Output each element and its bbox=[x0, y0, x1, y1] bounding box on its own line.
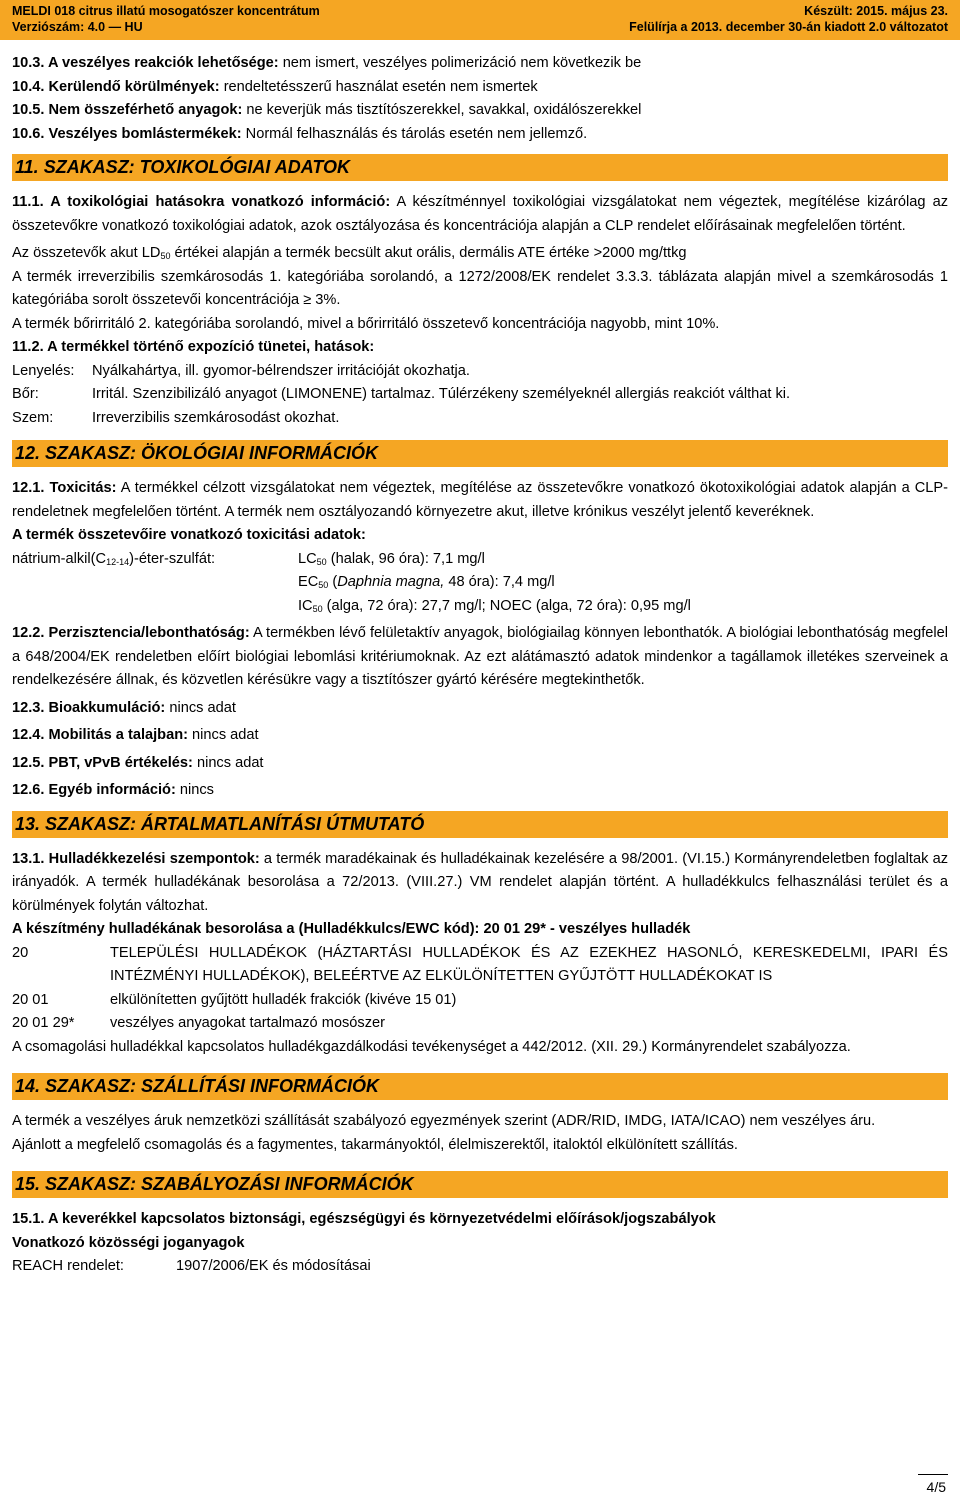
exposure-row: Bőr: Irritál. Szenzibilizáló anyagot (LIMONENE) tartalmaz. Túlérzékeny személyeknél allergiás reakciót válthat ki. bbox=[12, 386, 791, 402]
reach-row: REACH rendelet: 1907/2006/EK és módosításai bbox=[12, 1258, 371, 1274]
para-12-2: 12.2. Perzisztencia/lebonthatóság: A termékben lévő felületaktív anyagok, biológiailag könnyen lebonthatók. A biológiai lebonthatóság megfelel a 648/2004/EK rendeletben előírt biológiai lebomlási kritériumoknak. Az ezt alátámasztó adatok mindenkor a tagállamok illetékes szerveinek a rendelkezésére állnak, és közvetlen kérésükre vagy a tisztítószer gyártó kérésére megtekinthetők. bbox=[12, 625, 948, 688]
tox-row-ec50: $EC_{50}$ (Daphnia magna, 48 óra): 7,4 mg/l bbox=[298, 574, 555, 590]
waste-code-row: 20 01 29* veszélyes anyagokat tartalmazó mosószer bbox=[12, 1015, 385, 1031]
version: Verziószám: 4.0 — HU bbox=[12, 20, 143, 34]
created-date: Készült: 2015. május 23. bbox=[804, 4, 948, 18]
section-11-title: 11. SZAKASZ: TOXIKOLÓGIAI ADATOK bbox=[12, 154, 948, 181]
waste-code-row: 20 TELEPÜLÉSI HULLADÉKOK (HÁZTARTÁSI HULLADÉKOK ÉS AZ EZEKHEZ HASONLÓ, KERESKEDELMI, IPARI ÉS INTÉZMÉNYI HULLADÉKOK), BELEÉRTVE AZ ELKÜLÖNÍTETTEN GYŰJTÖTT HULLADÉKOKAT IS bbox=[12, 944, 948, 984]
para-10-3: 10.3. A veszélyes reakciók lehetősége: nem ismert, veszélyes polimerizáció nem következik be bbox=[12, 55, 642, 71]
para-10-6: 10.6. Veszélyes bomlástermékek: Normál felhasználás és tárolás esetén nem jellemző. bbox=[12, 125, 588, 142]
para-13-1: 13.1. Hulladékkezelési szempontok: a termék maradékainak és hulladékainak kezelésére a 98/2001. (VI.15.) Kormányrendeletben foglaltak az irányadók. A termék hulladékának besorolása a 72/2013. (VIII.27.) VM rendelet alapján történt. A hulladékkulcs felhasználási terület és a körülmények folytán változhat. bbox=[12, 850, 948, 914]
component-tox-title: A termék összetevőire vonatkozó toxicitási adatok: bbox=[12, 527, 366, 543]
transport-text: A termék a veszélyes áruk nemzetközi szállítását szabályozó egyezmények szerint (ADR/RID, IMDG, IATA/ICAO) nem veszélyes áru. bbox=[12, 1113, 876, 1129]
exposure-row: Lenyelés: Nyálkahártya, ill. gyomor-bélrendszer irritációját okozhatja. bbox=[12, 362, 470, 379]
tox-row-ic50: $IC_{50}$ (alga, 72 óra): 27,7 mg/l; NOEC (alga, 72 óra): 0,95 mg/l bbox=[298, 597, 691, 614]
document-body bbox=[12, 52, 948, 1279]
para-10-4: 10.4. Kerülendő körülmények: rendeltetésszerű használat esetén nem ismertek bbox=[12, 78, 538, 95]
para-12-6: 12.6. Egyéb információ: nincs bbox=[12, 782, 214, 798]
ld50-text: Az összetevők akut $LD_{50}$ értékei alapján a termék becsült akut orális, dermális ATE értéke >2000 mg/ttkg bbox=[12, 245, 687, 261]
section-13-title: 13. SZAKASZ: ÁRTALMATLANÍTÁSI ÚTMUTATÓ bbox=[12, 811, 948, 838]
waste-code-row: 20 01 elkülönítetten gyűjtött hulladék frakciók (kivéve 15 01) bbox=[12, 991, 457, 1008]
para-12-4: 12.4. Mobilitás a talajban: nincs adat bbox=[12, 727, 259, 743]
para-12-1: 12.1. Toxicitás: A termékkel célzott vizsgálatokat nem végeztek, megítélése az összetevőkre vonatkozó ökotoxikológiai adatok alapján a CLP-rendeletnek megfelelően történt. A termék nem osztályozandó környezetre akut, illetve krónikus veszélyt jelentő keveréknek. bbox=[12, 480, 948, 520]
packaging-waste-text: A csomagolási hulladékkal kapcsolatos hulladékgazdálkodási tevékenységet a 442/2012. (XII. 29.) Kormányrendelet szabályozza. bbox=[12, 1038, 851, 1055]
skin-irritation-text: A termék bőrirritáló 2. kategóriába sorolandó, mivel a bőrirritáló összetevő koncentrációja nagyobb, mint 10%. bbox=[12, 315, 720, 332]
tox-row-lc50: nátrium-$alkil(C_{12-14})-éter$-szulfát: $LC_{50}$ (halak, 96 óra): 7,1 mg/l bbox=[12, 550, 485, 567]
transport-recommendation: Ajánlott a megfelelő csomagolás és a fagymentes, takarmányoktól, élelmiszerektől, italoktól elkülönített szállítás. bbox=[12, 1136, 738, 1153]
page-number: 4/5 bbox=[926, 1479, 946, 1495]
para-12-3: 12.3. Bioakkumuláció: nincs adat bbox=[12, 699, 236, 716]
eye-damage-text: A termék irreverzibilis szemkárosodás 1. kategóriába sorolandó, a 1272/2008/EK rendelet 3.3.3. táblázata alapján mivel a szemkárosodás 1 kategóriába sorolt összetevői koncentrációja ≥ 3%. bbox=[12, 268, 948, 308]
section-15-title: 15. SZAKASZ: SZABÁLYOZÁSI INFORMÁCIÓK bbox=[12, 1171, 948, 1198]
para-12-5: 12.5. PBT, vPvB értékelés: nincs adat bbox=[12, 754, 264, 771]
para-11-2-label: 11.2. A termékkel történő expozíció tünetei, hatások: bbox=[12, 339, 375, 355]
community-legislation: Vonatkozó közösségi joganyagok bbox=[12, 1234, 245, 1251]
para-11-1: 11.1. A toxikológiai hatásokra vonatkozó információ: A készítménnyel toxikológiai vizsgálatokat nem végeztek, megítélése kizárólag az összetevőkre vonatkozó toxikológiai adatok, azok osztályozása és koncentrációja alapján a CLP rendelet előírásainak megfelelően történt. bbox=[12, 194, 948, 234]
waste-classification-title: A készítmény hulladékának besorolása a (Hulladékkulcs/EWC kód): 20 01 29* - veszélyes hulladék bbox=[12, 921, 691, 937]
section-14-title: 14. SZAKASZ: SZÁLLÍTÁSI INFORMÁCIÓK bbox=[12, 1073, 948, 1100]
page-header bbox=[0, 0, 960, 40]
para-15-1: 15.1. A keverékkel kapcsolatos biztonsági, egészségügyi és környezetvédelmi előírások/jogszabályok bbox=[12, 1211, 716, 1227]
exposure-row: Szem: Irreverzibilis szemkárosodást okozhat. bbox=[12, 409, 340, 426]
product-name: MELDI 018 citrus illatú mosogatószer koncentrátum bbox=[12, 4, 320, 18]
section-12-title: 12. SZAKASZ: ÖKOLÓGIAI INFORMÁCIÓK bbox=[12, 440, 948, 467]
footer-rule bbox=[918, 1474, 948, 1475]
supersedes: Felülírja a 2013. december 30-án kiadott 2.0 változatot bbox=[629, 20, 948, 34]
para-10-5: 10.5. Nem összeférhető anyagok: ne keverjük más tisztítószerekkel, savakkal, oxidálószerekkel bbox=[12, 102, 642, 118]
